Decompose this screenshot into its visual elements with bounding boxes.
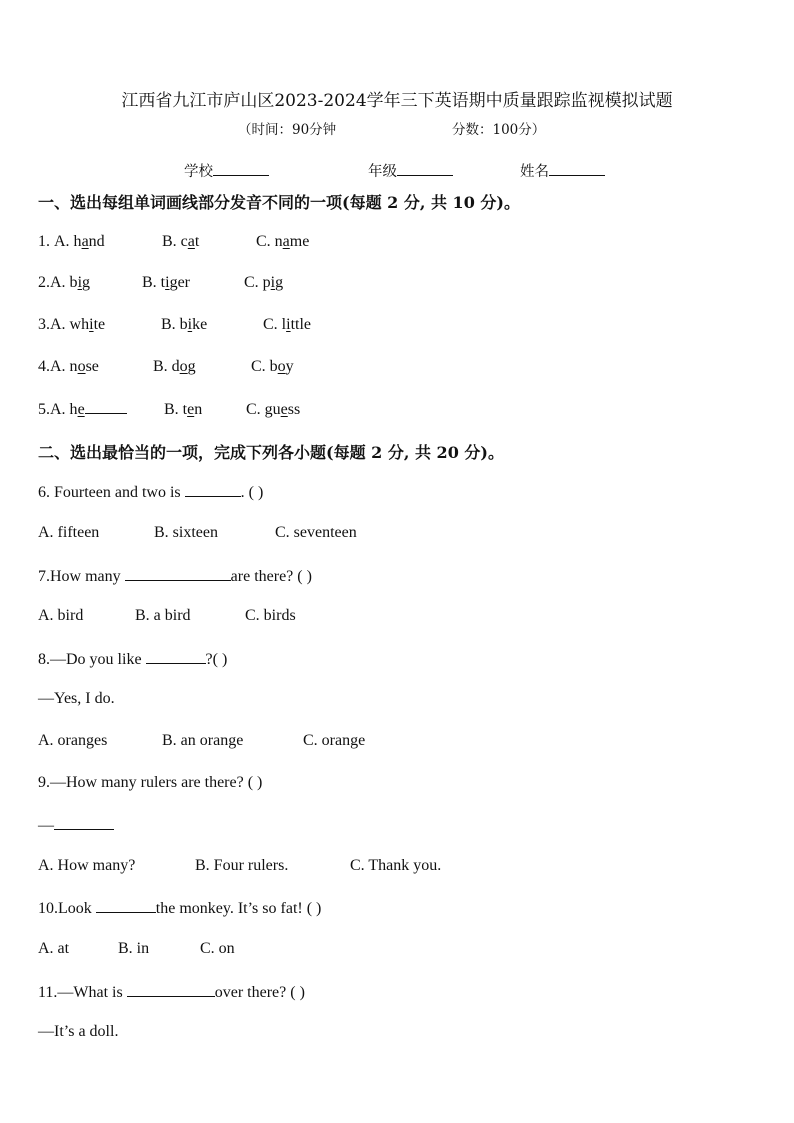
- option-c: C. birds: [245, 607, 296, 624]
- grade-label: 年级: [368, 164, 397, 180]
- option-c: C. seventeen: [275, 524, 357, 541]
- name-blank: [549, 161, 605, 176]
- question-8-answer: —Yes, I do.: [38, 690, 115, 707]
- option-a: A. hand: [54, 233, 105, 250]
- question-10-options: [38, 940, 235, 958]
- question-6-options: [38, 524, 357, 542]
- option-c: C. guess: [246, 401, 301, 418]
- option-c: C. Thank you.: [350, 857, 442, 874]
- answer-blank: [96, 898, 156, 913]
- question-11: 11.—What is over there? ( ): [38, 984, 305, 1001]
- option-a: A. fifteen: [38, 524, 100, 541]
- grade-field: [368, 160, 453, 181]
- name-label: 姓名: [520, 164, 549, 180]
- question-9: 9.—How many rulers are there? ( ): [38, 774, 263, 791]
- question-8: 8.—Do you like ?( ): [38, 651, 228, 668]
- school-label: 学校: [184, 164, 213, 180]
- question-2: 2.A. big B. tiger C. pig: [38, 274, 284, 291]
- question-4: 4.A. nose B. dog C. boy: [38, 358, 294, 375]
- name-field: [520, 160, 605, 181]
- exam-score: 分数：100分）: [452, 122, 546, 138]
- question-7: 7.How many are there? ( ): [38, 568, 312, 585]
- option-b: B. an orange: [162, 732, 244, 749]
- school-field: [184, 160, 269, 181]
- option-a: A. at: [38, 940, 70, 957]
- option-b: B. ten: [164, 401, 203, 418]
- option-b: B. sixteen: [154, 524, 218, 541]
- option-a: A. bird: [38, 607, 84, 624]
- option-b: B. in: [118, 940, 150, 957]
- grade-blank: [397, 161, 453, 176]
- answer-blank: [127, 982, 215, 997]
- option-b: B. tiger: [142, 274, 191, 291]
- option-a: A. How many?: [38, 857, 136, 874]
- option-a: A. white: [50, 316, 106, 333]
- section2-heading: 二、选出最恰当的一项，完成下列各小题(每题 2 分, 共 20 分)。: [38, 443, 504, 462]
- school-blank: [213, 161, 269, 176]
- option-b: B. Four rulers.: [195, 857, 289, 874]
- question-6: 6. Fourteen and two is . ( ): [38, 484, 264, 501]
- question-1: 1. A. hand B. cat C. name: [38, 233, 310, 250]
- option-c: C. pig: [244, 274, 284, 291]
- option-c: C. boy: [251, 358, 294, 375]
- question-8-options: [38, 732, 365, 750]
- question-11-answer: —It’s a doll.: [38, 1023, 119, 1040]
- option-c: C. little: [263, 316, 312, 333]
- option-a: A. big: [50, 274, 91, 291]
- question-3: 3.A. white B. bike C. little: [38, 316, 312, 333]
- question-10: 10.Look the monkey. It’s so fat! ( ): [38, 900, 322, 917]
- option-b: B. cat: [162, 233, 200, 250]
- option-b: B. dog: [153, 358, 196, 375]
- question-7-options: [38, 607, 296, 625]
- exam-time: （时间：90分钟: [238, 122, 337, 138]
- option-c: C. name: [256, 233, 310, 250]
- option-b: B. a bird: [135, 607, 191, 624]
- answer-blank: [54, 815, 114, 830]
- question-5: 5.A. he B. ten C. guess: [38, 401, 301, 418]
- answer-blank: [146, 649, 206, 664]
- answer-blank: [125, 566, 231, 581]
- section1-heading: 一、选出每组单词画线部分发音不同的一项(每题 2 分, 共 10 分)。: [38, 193, 520, 212]
- answer-blank: [185, 482, 241, 497]
- option-c: C. orange: [303, 732, 366, 749]
- option-b: B. bike: [161, 316, 208, 333]
- question-9-answer: —: [38, 815, 114, 835]
- option-a: A. oranges: [38, 732, 108, 749]
- question-9-options: [38, 857, 441, 875]
- option-a: A. nose: [50, 358, 99, 375]
- option-c: C. on: [200, 940, 235, 957]
- option-a: A. he: [50, 399, 160, 419]
- page-title: 江西省九江市庐山区2023-2024学年三下英语期中质量跟踪监视模拟试题: [121, 91, 673, 111]
